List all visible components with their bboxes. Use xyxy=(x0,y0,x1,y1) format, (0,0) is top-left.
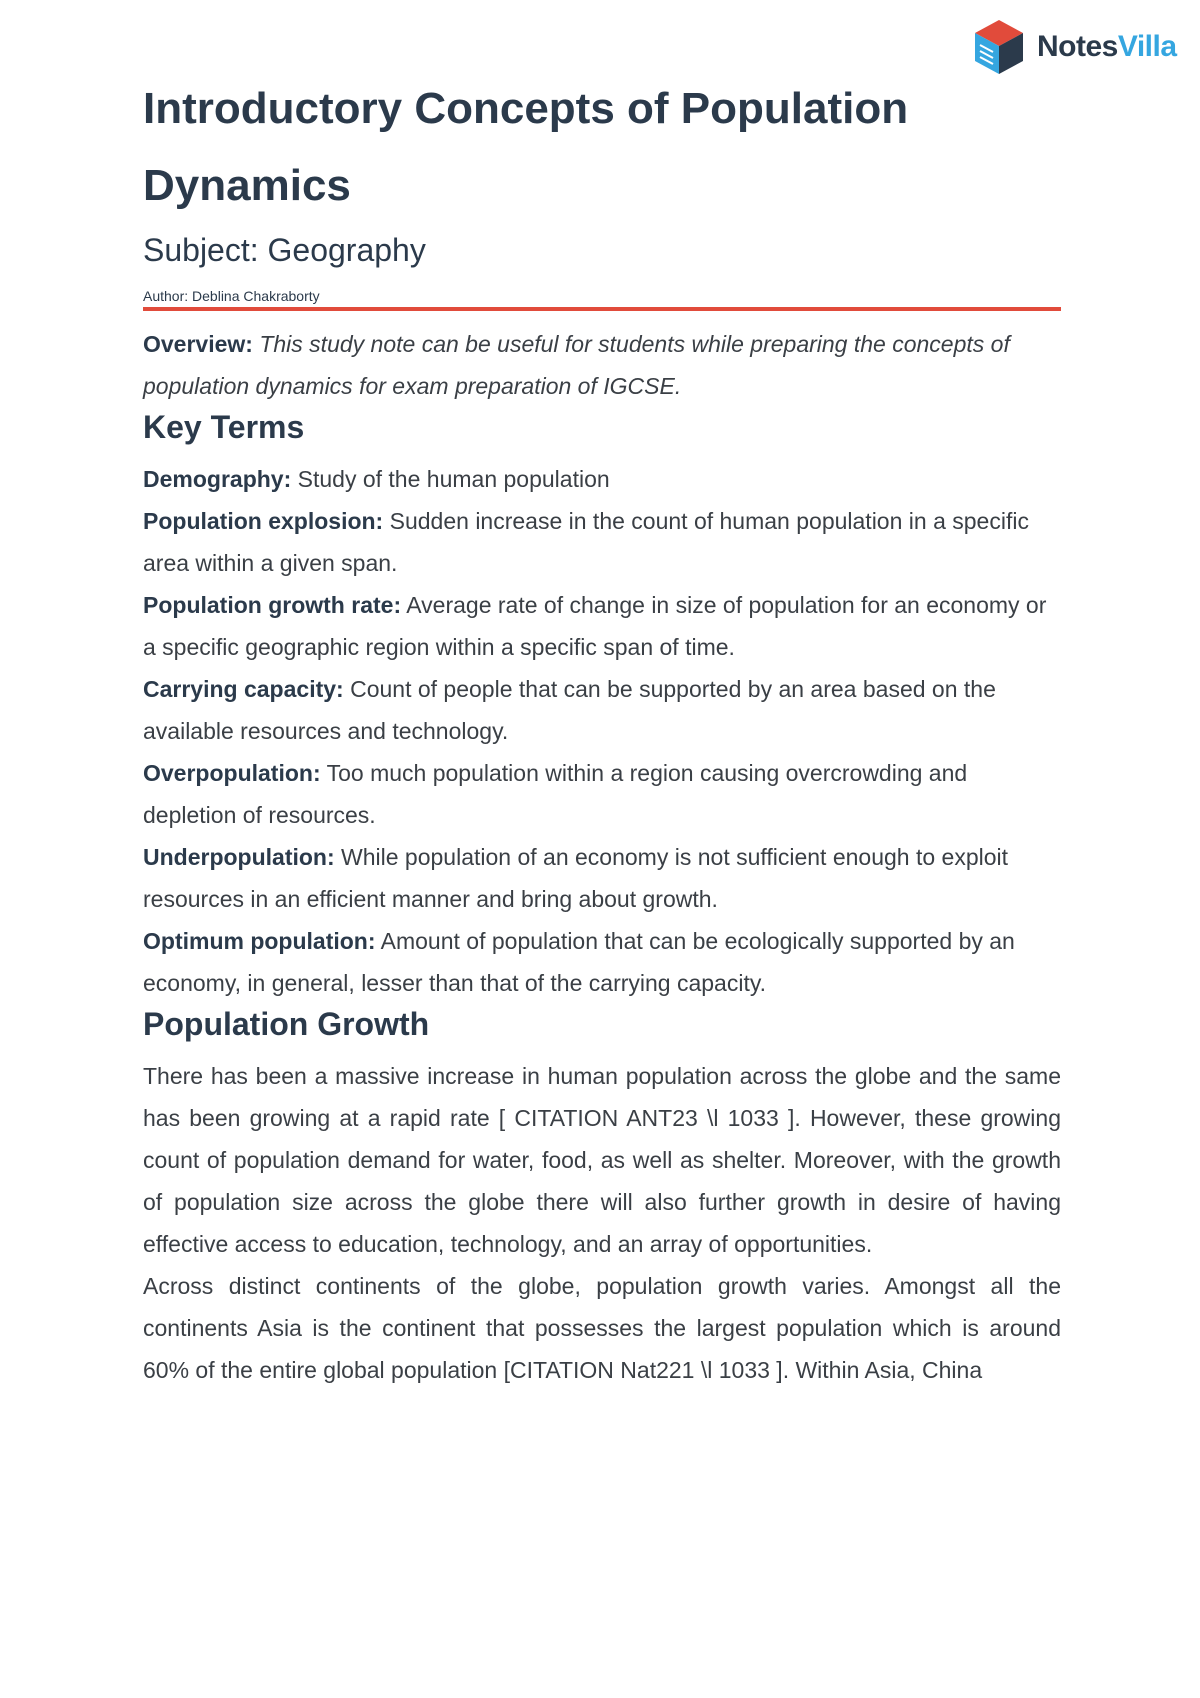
key-term-item xyxy=(143,668,1061,752)
logo-text-notes: Notes xyxy=(1037,30,1118,63)
term-label: Underpopulation: xyxy=(143,844,335,870)
header-divider xyxy=(143,307,1061,311)
term-definition: Count of people that can be supported by an area based on the available resources and technology. xyxy=(143,676,996,744)
term-definition: Average rate of change in size of population for an economy or a specific geographic region within a specific span of time. xyxy=(143,592,1047,660)
logo-text-villa: Villa xyxy=(1117,30,1177,63)
population-growth-paragraph-1: There has been a massive increase in human population across the globe and the same has been growing at a rapid rate [ CITATION ANT23 \l 1033 ]. However, these growing count of population demand for water, food, as well as shelter. Moreover, with the growth of population size across the globe there will also further growth in desire of having effective access to education, technology, and an array of opportunities. xyxy=(143,1063,1061,1257)
term-definition: Sudden increase in the count of human population in a specific area within a given span. xyxy=(143,508,1029,576)
logo-wordmark xyxy=(1037,32,1177,62)
key-terms-heading: Key Terms xyxy=(143,409,305,445)
term-label: Demography: xyxy=(143,466,292,492)
notesvilla-logo[interactable] xyxy=(973,16,1188,78)
key-term-item xyxy=(143,584,1061,668)
key-term-item xyxy=(143,458,1061,500)
key-term-item xyxy=(143,752,1061,836)
term-label: Optimum population: xyxy=(143,928,376,954)
overview-label: Overview: xyxy=(143,331,253,357)
term-definition: While population of an economy is not sufficient enough to exploit resources in an efficient manner and bring about growth. xyxy=(143,844,1009,912)
term-definition: Study of the human population xyxy=(297,466,610,492)
author-line: Author: Deblina Chakraborty xyxy=(143,288,320,304)
notesvilla-cube-icon xyxy=(973,18,1025,76)
term-definition: Too much population within a region causing overcrowding and depletion of resources. xyxy=(143,760,968,828)
population-growth-heading: Population Growth xyxy=(143,1006,430,1042)
key-term-item xyxy=(143,500,1061,584)
key-terms-list xyxy=(143,458,1061,1004)
key-term-item xyxy=(143,920,1061,1004)
term-label: Carrying capacity: xyxy=(143,676,344,702)
overview-text: This study note can be useful for students while preparing the concepts of population dynamics for exam preparation of IGCSE. xyxy=(143,331,1010,399)
term-label: Population growth rate: xyxy=(143,592,402,618)
term-definition: Amount of population that can be ecologically supported by an economy, in general, lesser than that of the carrying capacity. xyxy=(143,928,1015,996)
key-term-item xyxy=(143,836,1061,920)
subject-line: Subject: Geography xyxy=(143,232,426,268)
term-label: Population explosion: xyxy=(143,508,384,534)
population-growth-paragraph-2: Across distinct continents of the globe, population growth varies. Amongst all the continents Asia is the continent that possesses the largest population which is around 60% of the entire global population [CITATION Nat221 \l 1033 ]. Within Asia, China xyxy=(143,1273,1061,1383)
term-label: Overpopulation: xyxy=(143,760,321,786)
document-content xyxy=(143,70,1061,1391)
overview xyxy=(143,323,1061,407)
document-title: Introductory Concepts of Population Dynamics xyxy=(143,84,909,210)
